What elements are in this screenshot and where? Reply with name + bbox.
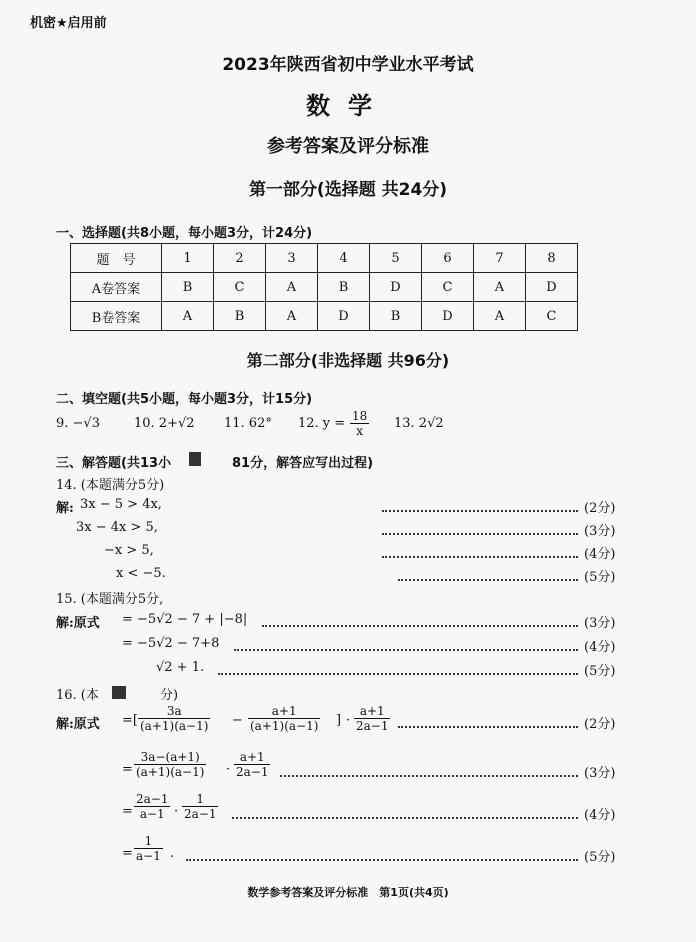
table-col-header: 6 xyxy=(422,244,474,273)
dotted-leader xyxy=(280,775,578,777)
q15-score-1: (3分) xyxy=(584,616,616,631)
q15-title: 15. (本题满分5分, xyxy=(56,592,164,607)
subject-title: 数学 xyxy=(306,92,390,120)
table-cell: A xyxy=(474,302,526,331)
answer-table xyxy=(70,243,578,331)
table-col-header: 1 xyxy=(162,244,214,273)
fraction-numerator: a+1 xyxy=(234,750,270,765)
q16-score-2: (3分) xyxy=(584,766,616,781)
q16-step4-frac1 xyxy=(134,834,163,863)
dotted-leader xyxy=(382,556,578,558)
fraction-numerator: 1 xyxy=(182,792,218,807)
fill-answer-13: 13. 2√2 xyxy=(394,416,444,431)
table-cell: B xyxy=(318,273,370,302)
q14-step-4: x < −5. xyxy=(116,566,166,581)
fill-answer-9: 9. −√3 xyxy=(56,416,100,431)
q14-score-4: (5分) xyxy=(584,570,616,585)
fill-answer-12-fraction xyxy=(350,409,369,438)
fraction-numerator: 2a−1 xyxy=(136,792,169,806)
q16-step2-mult: · xyxy=(226,762,231,777)
q16-step1-frac1 xyxy=(138,704,210,733)
fraction-denominator: (a+1)(a−1) xyxy=(140,719,209,733)
dotted-leader xyxy=(398,726,578,728)
fraction-numerator: 3a−(a+1) xyxy=(134,750,206,765)
fraction-denominator: a−1 xyxy=(136,849,161,863)
dotted-leader xyxy=(262,625,578,627)
q14-score-2: (3分) xyxy=(584,524,616,539)
smudge-mark xyxy=(112,686,126,699)
q15-score-2: (4分) xyxy=(584,640,616,655)
table-cell: A xyxy=(162,302,214,331)
table-row-b xyxy=(71,302,578,331)
q14-solution-label: 解: xyxy=(56,501,74,516)
table-col-header: 7 xyxy=(474,244,526,273)
q16-score-1: (2分) xyxy=(584,717,616,732)
page-footer: 数学参考答案及评分标准 第1页(共4页) xyxy=(247,886,449,899)
section3-heading-b: 81分，解答应写出过程) xyxy=(232,456,374,471)
table-col-header: 8 xyxy=(526,244,578,273)
dotted-leader xyxy=(382,510,578,512)
table-cell: A xyxy=(266,273,318,302)
table-cell: D xyxy=(370,273,422,302)
q16-step2-frac1 xyxy=(134,750,206,779)
table-col-header: 4 xyxy=(318,244,370,273)
table-col-header: 2 xyxy=(214,244,266,273)
table-header-label: 题 号 xyxy=(71,244,162,273)
table-cell: D xyxy=(318,302,370,331)
q14-title: 14. (本题满分5分) xyxy=(56,478,165,493)
q16-score-3: (4分) xyxy=(584,808,616,823)
table-header-row xyxy=(71,244,578,273)
q16-title-a: 16. (本 xyxy=(56,688,99,703)
table-cell: B xyxy=(370,302,422,331)
q16-step3-frac1 xyxy=(134,792,170,821)
dotted-leader xyxy=(234,649,578,651)
table-cell: A xyxy=(474,273,526,302)
q16-step1-frac3 xyxy=(354,704,390,733)
table-row-a xyxy=(71,273,578,302)
q16-step1-close: ] xyxy=(336,713,342,728)
doc-subtitle: 参考答案及评分标准 xyxy=(267,136,429,157)
q16-solution-label: 解:原式 xyxy=(56,717,100,732)
q16-step1-mult: · xyxy=(346,713,351,728)
q16-step4-period: . xyxy=(170,846,175,861)
q14-step-3: −x > 5, xyxy=(104,543,154,558)
q16-step2-eq: = xyxy=(122,762,133,777)
table-cell: D xyxy=(526,273,578,302)
table-col-header: 3 xyxy=(266,244,318,273)
q15-step-3: √2 + 1. xyxy=(156,660,205,675)
q15-step-2: = −5√2 − 7+8 xyxy=(122,636,220,651)
section3-heading-a: 三、解答题(共13小 xyxy=(56,456,172,471)
part2-heading: 第二部分(非选择题 共96分) xyxy=(246,351,450,370)
q16-step1-open: =[ xyxy=(122,713,138,728)
fraction-numerator: 3a xyxy=(138,704,210,719)
q16-score-4: (5分) xyxy=(584,850,616,865)
part1-heading: 第一部分(选择题 共24分) xyxy=(248,180,448,200)
q16-step3-eq: = xyxy=(122,804,133,819)
q15-step-1: = −5√2 − 7 + |−8| xyxy=(122,612,248,627)
row-label: A卷答案 xyxy=(71,273,162,302)
dotted-leader xyxy=(232,817,578,819)
q14-step-2: 3x − 4x > 5, xyxy=(76,520,158,535)
dotted-leader xyxy=(398,579,578,581)
q16-step3-mult: · xyxy=(174,804,179,819)
fraction-denominator: (a+1)(a−1) xyxy=(136,765,205,779)
fraction-numerator: 1 xyxy=(134,834,163,849)
fraction-denominator: 2a−1 xyxy=(356,719,389,733)
q16-step1-op: − xyxy=(232,713,243,728)
table-cell: D xyxy=(422,302,474,331)
table-cell: C xyxy=(422,273,474,302)
table-cell: B xyxy=(162,273,214,302)
q16-title-b: 分) xyxy=(160,688,179,703)
dotted-leader xyxy=(382,533,578,535)
fraction-denominator: a−1 xyxy=(139,807,165,821)
q16-step3-frac2 xyxy=(182,792,218,821)
q15-solution-label: 解:原式 xyxy=(56,616,100,631)
exam-title: 2023年陕西省初中学业水平考试 xyxy=(222,55,474,75)
fraction-denominator: (a+1)(a−1) xyxy=(250,719,319,733)
fraction-denominator: x xyxy=(356,424,364,438)
table-cell: C xyxy=(214,273,266,302)
fill-answer-10: 10. 2+√2 xyxy=(134,416,195,431)
fraction-numerator: a+1 xyxy=(248,704,320,719)
fraction-numerator: a+1 xyxy=(354,704,390,719)
fill-answer-12: 12. y = xyxy=(298,416,346,431)
table-cell: C xyxy=(526,302,578,331)
q15-score-3: (5分) xyxy=(584,664,616,679)
fill-answer-11: 11. 62° xyxy=(224,416,272,431)
section1-heading: 一、选择题(共8小题，每小题3分，计24分) xyxy=(56,226,313,241)
q14-score-1: (2分) xyxy=(584,501,616,516)
q14-score-3: (4分) xyxy=(584,547,616,562)
table-cell: A xyxy=(266,302,318,331)
smudge-mark xyxy=(189,452,201,466)
table-col-header: 5 xyxy=(370,244,422,273)
row-label: B卷答案 xyxy=(71,302,162,331)
confidential-label: 机密★启用前 xyxy=(30,16,107,31)
dotted-leader xyxy=(186,859,578,861)
q16-step2-frac2 xyxy=(234,750,270,779)
fraction-denominator: 2a−1 xyxy=(236,765,269,779)
table-cell: B xyxy=(214,302,266,331)
q16-step4-eq: = xyxy=(122,846,133,861)
q14-step-1: 3x − 5 > 4x, xyxy=(80,497,162,512)
fraction-denominator: 2a−1 xyxy=(184,807,217,821)
section2-heading: 二、填空题(共5小题，每小题3分，计15分) xyxy=(56,392,313,407)
q16-step1-frac2 xyxy=(248,704,320,733)
fraction-numerator: 18 xyxy=(352,409,368,423)
dotted-leader xyxy=(218,673,578,675)
